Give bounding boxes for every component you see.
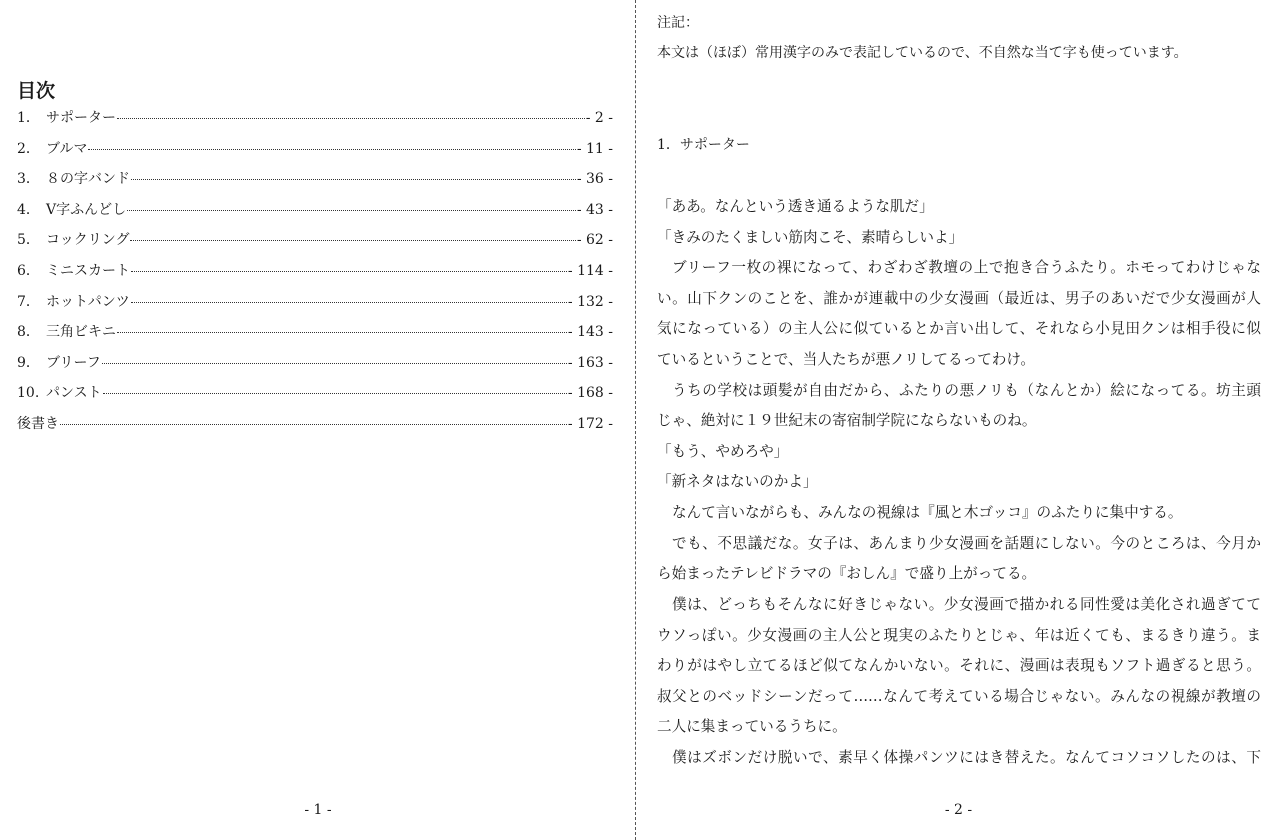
body-line: い。山下クンのことを、誰かが連載中の少女漫画（最近は、男子のあいだで少女漫画が人 <box>657 289 1261 307</box>
toc-leader-dots <box>88 149 575 150</box>
toc-entry[interactable] <box>17 321 613 352</box>
toc-entry-title: ホットパンツ <box>46 293 130 310</box>
body-line: なんて言いながらも、みんなの視線は『風と木ゴッコ』のふたりに集中する。 <box>672 504 1183 522</box>
toc-leader-dots <box>127 210 576 211</box>
left-page <box>0 0 636 840</box>
toc-entry-number: 9． <box>17 354 40 371</box>
body-line: わりがはやし立てるほど似てなんかいない。それに、漫画は表現もソフト過ぎると思う。 <box>657 657 1261 675</box>
toc-entry-title: 後書き <box>17 415 59 432</box>
toc-entry-number: 6． <box>17 262 40 279</box>
toc-entry-page: - 62 - <box>576 232 613 249</box>
body-line: うちの学校は頭髪が自由だから、ふたりの悪ノリも（なんとか）絵になってる。坊主頭 <box>672 381 1261 399</box>
toc-entry-page: - 163 - <box>567 354 613 371</box>
toc-entry[interactable] <box>17 229 613 260</box>
body-line: ブリーフ一枚の裸になって、わざわざ教壇の上で抱き合うふたり。ホモってわけじゃな <box>672 259 1261 277</box>
toc-entry-title: 三角ビキニ <box>46 324 116 341</box>
toc-entry[interactable] <box>17 413 613 444</box>
toc-entry-title: ブルマ <box>46 140 88 157</box>
notes-text: 本文は（ほぼ）常用漢字のみで表記しているので、不自然な当て字も使っています。 <box>657 45 1188 61</box>
body-line: ら始まったテレビドラマの『おしん』で盛り上がってる。 <box>657 565 1037 583</box>
page-number-left: - 1 - <box>304 802 332 818</box>
body-text <box>657 196 1261 778</box>
toc-leader-dots <box>60 424 567 425</box>
toc-entry-title: サポーター <box>46 110 116 126</box>
toc-entry-page: - 172 - <box>567 415 613 432</box>
table-of-contents <box>17 107 613 444</box>
body-line: ウソっぽい。少女漫画の主人公と現実のふたりとじゃ、年は近くても、まるきり違う。ま <box>657 626 1261 644</box>
body-line: 僕は、どっちもそんなに好きじゃない。少女漫画で描かれる同性愛は美化され過ぎてて <box>672 595 1261 613</box>
body-line: 「きみのたくましい筋肉こそ、素晴らしいよ」 <box>657 228 964 246</box>
body-line: 僕はズボンだけ脱いで、素早く体操パンツにはき替えた。なんてコソコソしたのは、下 <box>672 748 1261 766</box>
toc-leader-dots <box>130 240 575 241</box>
toc-leader-dots <box>117 118 585 119</box>
chapter-heading: 1．サポーター <box>657 137 750 153</box>
toc-entry-number: 4． <box>17 201 40 218</box>
toc-entry-title: V字ふんどし <box>46 201 127 218</box>
toc-entry[interactable] <box>17 382 613 413</box>
toc-leader-dots <box>131 179 576 180</box>
toc-entry[interactable] <box>17 199 613 230</box>
toc-entry-page: - 132 - <box>567 293 613 310</box>
toc-entry-number: 5． <box>17 232 40 249</box>
toc-leader-dots <box>103 393 567 394</box>
body-line: でも、不思議だな。女子は、あんまり少女漫画を話題にしない。今のところは、今月か <box>672 534 1261 552</box>
page-divider <box>635 0 636 840</box>
toc-leader-dots <box>131 302 567 303</box>
right-page <box>637 0 1280 840</box>
body-line: じゃ、絶対に１９世紀末の寄宿制学院にならないものね。 <box>657 412 1037 430</box>
body-line: 「新ネタはないのかよ」 <box>657 473 818 491</box>
toc-entry-number: 3． <box>17 171 40 188</box>
toc-entry-page: - 168 - <box>567 385 613 402</box>
toc-entry[interactable] <box>17 260 613 291</box>
toc-entry-number: 10. <box>17 385 40 402</box>
body-line: ているということで、当人たちが悪ノリしてるってわけ。 <box>657 351 1035 369</box>
toc-entry[interactable] <box>17 291 613 322</box>
toc-entry[interactable] <box>17 138 613 169</box>
toc-entry-title: パンスト <box>46 385 102 402</box>
toc-leader-dots <box>131 271 567 272</box>
toc-leader-dots <box>102 363 567 364</box>
toc-entry-number: 8． <box>17 324 40 341</box>
body-line: 「もう、やめろや」 <box>657 442 789 460</box>
toc-entry-page: - 36 - <box>576 171 613 188</box>
toc-entry[interactable] <box>17 352 613 383</box>
toc-entry-page: - 143 - <box>567 324 613 341</box>
toc-entry-title: コックリング <box>46 232 130 249</box>
notes-label: 注記： <box>657 15 699 31</box>
toc-entry-number: 1． <box>17 110 40 126</box>
toc-entry-number: 7． <box>17 293 40 310</box>
toc-entry-page: - 43 - <box>576 201 613 218</box>
toc-entry-number: 2． <box>17 140 40 157</box>
toc-entry-page: - 2 - <box>585 110 613 126</box>
body-line: 気になっている）の主人公に似ているとか言い出して、それなら小見田クンは相手役に似 <box>657 320 1261 338</box>
toc-entry-title: ミニスカート <box>46 262 130 279</box>
toc-heading: 目次 <box>17 80 56 102</box>
page-number-right: - 2 - <box>944 802 973 818</box>
body-line: 叔父とのベッドシーンだって……なんて考えている場合じゃない。みんなの視線が教壇の <box>657 687 1261 705</box>
body-line: 二人に集まっているうちに。 <box>657 718 847 736</box>
toc-leader-dots <box>117 332 567 333</box>
toc-entry-page: - 11 - <box>576 140 613 157</box>
toc-entry[interactable] <box>17 168 613 199</box>
toc-entry-page: - 114 - <box>567 262 613 279</box>
toc-entry[interactable] <box>17 107 613 138</box>
toc-entry-title: ブリーフ <box>46 354 101 371</box>
toc-entry-title: ８の字バンド <box>46 171 130 188</box>
body-line: 「ああ。なんという透き通るような肌だ」 <box>657 198 934 215</box>
